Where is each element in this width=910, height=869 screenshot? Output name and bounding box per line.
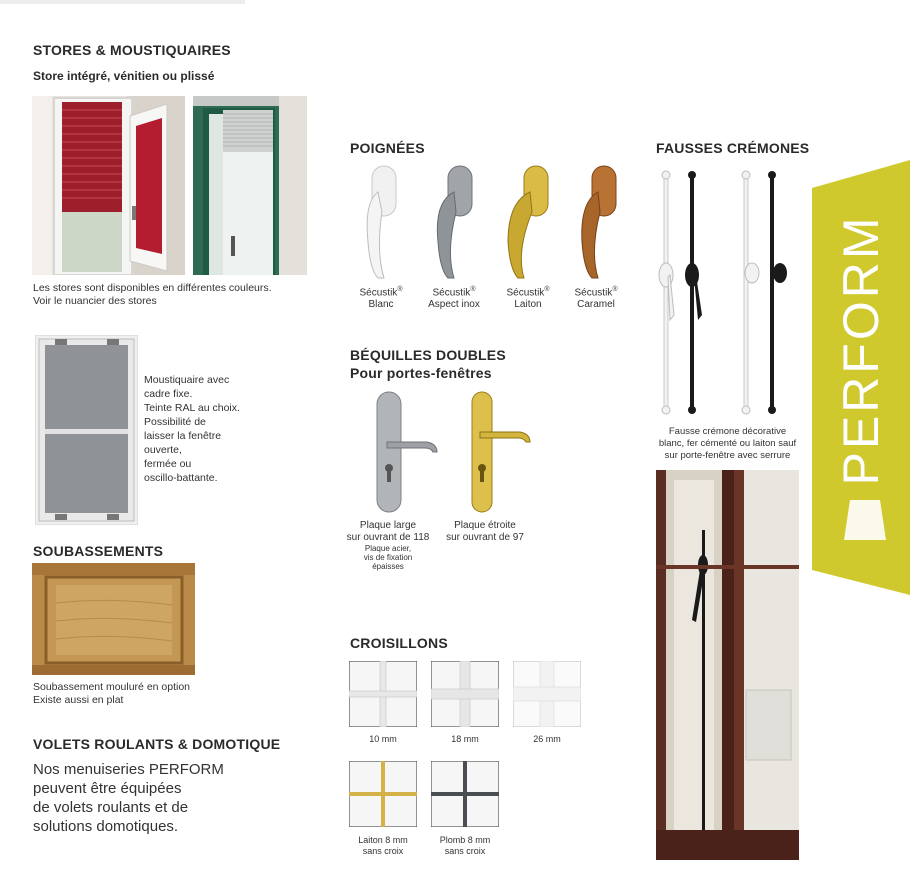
soubassements-title: SOUBASSEMENTS (33, 543, 164, 559)
croisillon-18mm-label: 18 mm (451, 734, 479, 744)
croisillons-title: CROISILLONS (350, 635, 448, 651)
croisillon-26mm-swatch (513, 661, 581, 727)
volets-title: VOLETS ROULANTS & DOMOTIQUE (33, 736, 281, 752)
croisillon-18mm-swatch (431, 661, 499, 727)
bequille-large-note: Plaque acier, vis de fixation épaisses (363, 544, 413, 571)
cremones-title: FAUSSES CRÉMONES (656, 140, 810, 156)
croisillon-10mm-swatch (349, 661, 417, 727)
store-plisse-photo (193, 96, 307, 275)
poignee-caramel-label: Sécustik® Caramel (574, 286, 618, 311)
stores-caption-1: Les stores sont disponibles en différentes couleurs. (33, 282, 272, 294)
poignee-caramel-image (570, 162, 630, 282)
poignee-inox-label: Sécustik® Aspect inox (428, 286, 480, 311)
poignees-title: POIGNÉES (350, 140, 425, 156)
bequille-large-image (365, 390, 445, 515)
poignee-blanc-label: Sécustik® Blanc (359, 286, 403, 311)
store-venitien-photo (32, 96, 185, 275)
soubassement-caption-2: Existe aussi en plat (33, 694, 124, 706)
moustiquaire-photo (35, 335, 138, 525)
top-bar (0, 0, 245, 4)
volets-text: Nos menuiseries PERFORM peuvent être équipées de volets roulants et de solutions domotiques. (33, 761, 224, 835)
stores-subtitle: Store intégré, vénitien ou plissé (33, 69, 215, 83)
poignee-blanc-image (352, 162, 412, 282)
bequille-large-label: Plaque large sur ouvrant de 118 (346, 520, 430, 543)
croisillon-laiton-swatch (349, 761, 417, 827)
cremones-image (652, 165, 797, 420)
soubassement-caption-1: Soubassement mouluré en option (33, 681, 191, 693)
stores-title: STORES & MOUSTIQUAIRES (33, 42, 231, 58)
poignee-laiton-label: Sécustik® Laiton (506, 286, 550, 311)
moustiquaire-text: Moustiquaire avec cadre fixe. Teinte RAL au choix. Possibilité de laisser la fenêtre ouverte, fermée ou oscillo-battante. (144, 374, 240, 484)
croisillon-plomb-swatch (431, 761, 499, 827)
croisillon-plomb-label: Plomb 8 mm sans croix (439, 835, 491, 856)
bequille-etroite-label: Plaque étroite sur ouvrant de 97 (446, 520, 524, 543)
stores-caption-2: Voir le nuancier des stores (33, 295, 157, 307)
fenetre-cremone-photo (656, 470, 799, 860)
poignee-inox-image (426, 162, 486, 282)
croisillon-10mm-label: 10 mm (369, 734, 397, 744)
cremones-caption: Fausse crémone décorative blanc, fer cémenté ou laiton sauf sur porte-fenêtre avec serrure (658, 426, 797, 461)
bequille-etroite-image (460, 390, 540, 515)
soubassement-photo (32, 563, 195, 675)
bequilles-title: BÉQUILLES DOUBLES (350, 347, 506, 363)
croisillon-laiton-label: Laiton 8 mm sans croix (358, 835, 408, 856)
bequilles-subtitle: Pour portes-fenêtres (350, 365, 492, 381)
perform-banner-text: PERFORM (833, 214, 889, 486)
croisillon-26mm-label: 26 mm (533, 734, 561, 744)
poignee-laiton-image (500, 162, 560, 282)
